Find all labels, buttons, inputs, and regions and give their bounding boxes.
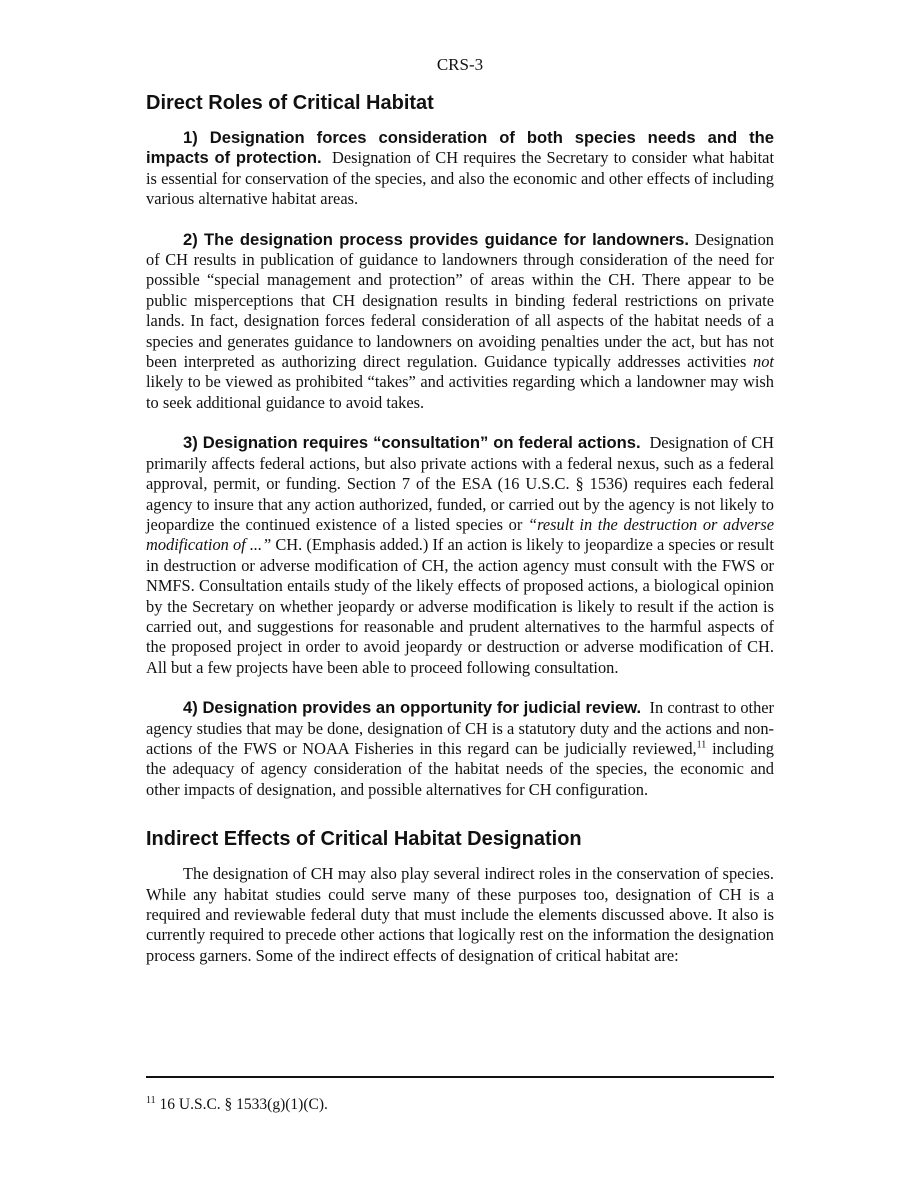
document-page (146, 54, 774, 986)
footnote-divider (146, 1076, 774, 1078)
footnote-reference[interactable]: 11 (696, 739, 707, 751)
paragraph-2-body-b: likely to be viewed as prohibited “takes” and activities regarding which a landowner may wish to seek additional guidance to avoid takes. (146, 372, 774, 412)
paragraph-3-emphasis: “result in the destruction or adverse modification of ...” (146, 514, 775, 555)
paragraph-3 (146, 433, 774, 678)
page-number: CRS-3 (436, 55, 484, 74)
paragraph-1-lead: 1) Designation forces consideration of both species needs and the impacts of protection. (146, 128, 774, 168)
paragraph-2 (146, 230, 774, 414)
footnote-11 (146, 1095, 774, 1115)
paragraph-2-body-a: Designation of CH results in publication of guidance to landowners through consideration of the need for possible “special management and protection” of areas within the CH. There appear to be public misperceptions that CH designation results in binding federal restrictions on private lands. In fact, designation forces federal consideration of all aspects of the habitat needs of a species and generates guidance to landowners on avoiding penalties under the act, but has not been interpreted as authorizing direct regulation. Guidance typically addresses activities (146, 229, 774, 372)
footnote-text: 16 U.S.C. § 1533(g)(1)(C). (159, 1096, 328, 1113)
paragraph-3-lead: 3) Designation requires “consultation” on federal actions. (183, 433, 641, 453)
footnote-number: 11 (146, 1094, 156, 1106)
paragraph-3-body-b: CH. (Emphasis added.) If an action is likely to jeopardize a species or result in destruction or adverse modification of CH, the action agency must consult with the FWS or NMFS. Consultation entails study of the likely effects of proposed actions, a biological opinion by the Secretary on whether jeopardy or adverse modification is likely to result if the action is carried out, and suggestions for reasonable and prudent alternatives to the harmful aspects of the proposed project in order to avoid jeopardy or destruction or adverse modification of CH. All but a few projects have been able to proceed following consultation. (146, 535, 774, 677)
section-heading-indirect-effects: Indirect Effects of Critical Habitat Designation (146, 828, 582, 851)
paragraph-2-lead: 2) The designation process provides guidance for landowners. (183, 229, 689, 249)
paragraph-2-emphasis: not (753, 352, 774, 372)
paragraph-4-lead: 4) Designation provides an opportunity for judicial review. (183, 698, 642, 718)
paragraph-1 (146, 128, 774, 210)
paragraph-4-body-a: In contrast to other agency studies that may be done, designation of CH is a statutory duty and the actions and non-actions of the FWS or NOAA Fisheries in this regard can be judicially reviewed, (146, 698, 775, 758)
paragraph-5: The designation of CH may also play several indirect roles in the conservation of species. While any habitat studies could serve many of these purposes too, designation of CH is a required and reviewable federal duty that must include the elements discussed above. It also is currently required to precede other actions that logically rest on the information the designation process garners. Some of the indirect effects of designation of critical habitat are: (146, 864, 774, 965)
paragraph-1-body: Designation of CH requires the Secretary to consider what habitat is essential for conservation of the species, and also the economic and other effects of including various alternative habitat areas. (146, 148, 774, 209)
paragraph-4 (146, 698, 774, 800)
paragraph-3-body-a: Designation of CH primarily affects federal actions, but also private actions with a federal nexus, such as a federal approval, permit, or funding. Section 7 of the ESA (16 U.S.C. § 1536) requires each federal agency to insure that any action authorized, funded, or carried out by the agency is not likely to jeopardize the continued existence of a listed species or (146, 433, 774, 534)
section-heading-direct-roles: Direct Roles of Critical Habitat (146, 92, 434, 114)
paragraph-4-body-b: including the adequacy of agency consideration of the habitat needs of the species, the economic and other impacts of designation, and possible alternatives for CH configuration. (146, 738, 774, 799)
